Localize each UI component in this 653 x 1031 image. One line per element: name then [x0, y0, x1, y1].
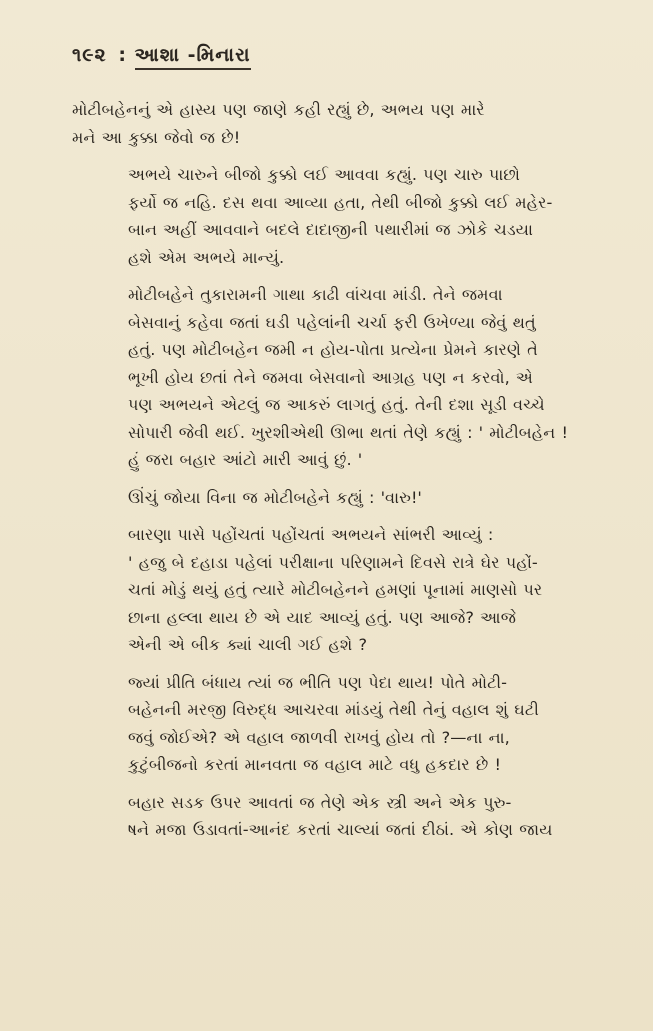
text-line: બહેનની મરજી વિરુદ્ધ આચરવા માંડયું તેથી તેનું વહાલ શું ઘટી	[128, 700, 539, 719]
text-line: મોટીબહેને તુકારામની ગાથા કાઢી વાંચવા માંડી. તેને જમવા	[128, 285, 503, 304]
text-line: જ્યાં પ્રીતિ બંધાય ત્યાં જ ભીતિ પણ પેદા થાય! પોતે મોટી-	[128, 672, 507, 692]
text-line: એની એ બીક ક્યાં ચાલી ગઈ હશે ?	[128, 635, 368, 654]
text-line: છાના હલ્લા થાય છે એ યાદ આવ્યું હતું. પણ આજે? આજે	[128, 607, 517, 627]
text-line: ' હજુ બે દહાડા પહેલાં પરીક્ષાના પરિણામને દિવસે રાત્રે ઘેર પહોં-	[128, 552, 538, 572]
paragraph	[72, 161, 601, 271]
paragraph	[72, 789, 601, 844]
running-header	[72, 44, 601, 66]
book-title: આશા -મિનારા	[135, 44, 251, 70]
paragraph	[72, 521, 601, 659]
text-line: પણ અભયને એટલું જ આકરું લાગતું હતું. તેની દશા સૂડી વચ્ચે	[128, 395, 545, 414]
text-line: હતું. પણ મોટીબહેન જમી ન હોય-પોતા પ્રત્યેના પ્રેમને કારણે તે	[128, 340, 538, 359]
body-text	[72, 96, 601, 844]
paragraph	[72, 96, 601, 151]
text-line: બેસવાનું કહેવા જતાં ઘડી પહેલાંની ચર્ચા ફરી ઉખેળ્યા જેવું થતું	[128, 312, 536, 332]
paragraph	[72, 281, 601, 474]
text-line: અભયે ચારુને બીજો કુક્કો લઈ આવવા કહ્યું. પણ ચારુ પાછો	[128, 165, 520, 184]
text-line: કુટુંબીજનો કરતાં માનવતા જ વહાલ માટે વધુ હકદાર છે !	[128, 755, 501, 774]
text-line: હું જરા બહાર આંટો મારી આવું છું. '	[128, 450, 363, 469]
header-separator: :	[118, 44, 127, 66]
text-line: ષને મજા ઉડાવતાં-આનંદ કરતાં ચાલ્યાં જતાં દીઠાં. એ કોણ જાય	[128, 820, 553, 839]
text-line: બારણા પાસે પહોંચતાં પહોંચતાં અભયને સાંભરી આવ્યું :	[128, 525, 494, 544]
text-line: બાન અહીં આવવાને બદલે દાદાજીની પથારીમાં જ ઝોકે ચડયા	[128, 220, 533, 239]
text-line: બહાર સડક ઉપર આવતાં જ તેણે એક સ્ત્રી અને એક પુરુ-	[128, 792, 512, 812]
text-line: ભૂખી હોય છતાં તેને જમવા બેસવાનો આગ્રહ પણ ન કરવો, એ	[128, 367, 533, 387]
text-line: ચતાં મોડું થયું હતું ત્યારે મોટીબહેનને હમણાં પૂનામાં માણસો પર	[128, 580, 543, 599]
paragraph	[72, 484, 601, 512]
paragraph	[72, 669, 601, 779]
text-line: મને આ કુક્કા જેવો જ છે!	[72, 127, 241, 147]
text-line: હશે એમ અભયે માન્યું.	[128, 247, 285, 267]
text-line: ફર્યો જ નહિ. દસ થવા આવ્યા હતા, તેથી બીજો કુક્કો લઈ મહેર-	[128, 192, 553, 212]
text-line: ઊંચું જોયા વિના જ મોટીબહેને કહ્યું : 'વારુ!'	[128, 487, 422, 507]
text-line: જવું જોઈએ? એ વહાલ જાળવી રાખવું હોય તો ?—ના ના,	[128, 727, 510, 747]
text-line: મોટીબહેનનું એ હાસ્ય પણ જાણે કહી રહ્યું છે, અભય પણ મારે	[72, 100, 485, 119]
text-line: સોપારી જેવી થઈ. ખુરશીએથી ઊભા થતાં તેણે કહ્યું : ' મોટીબહેન !	[128, 422, 568, 442]
page-number: ૧૯૨	[72, 44, 107, 66]
